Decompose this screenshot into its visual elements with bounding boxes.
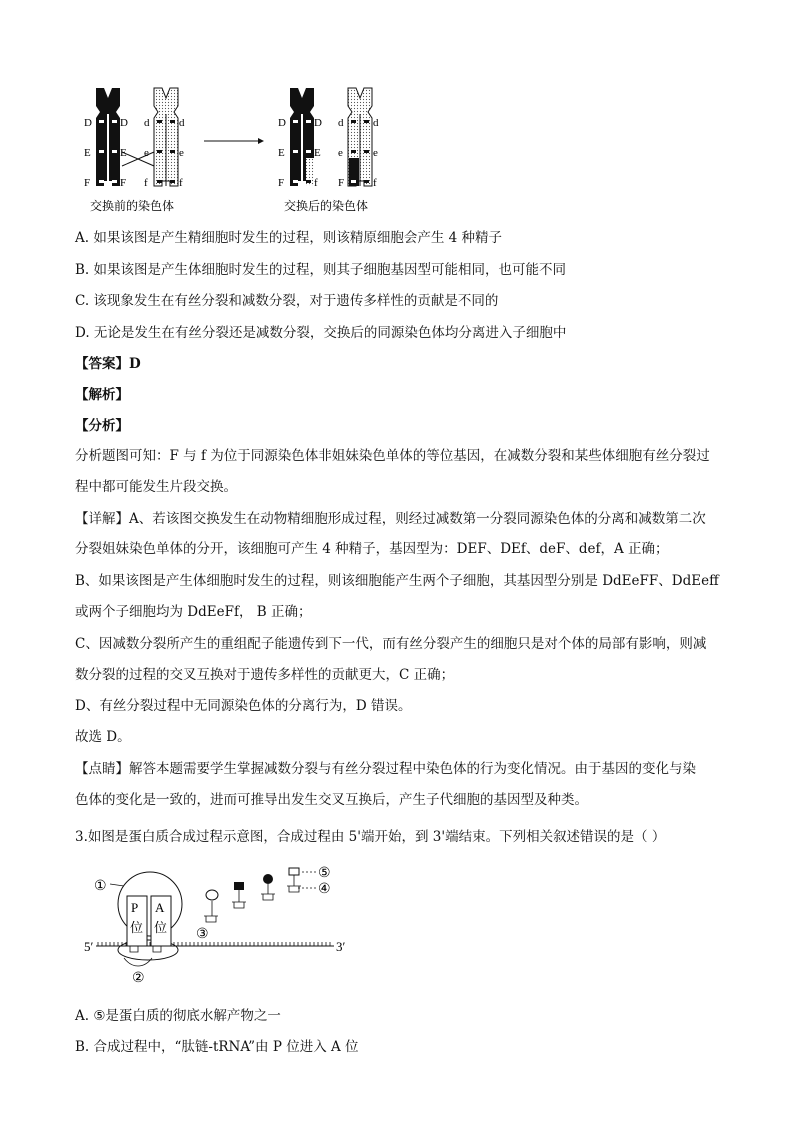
chromosome-before-dotted (154, 88, 178, 186)
end-3prime: 3′ (336, 939, 346, 954)
end-5prime: 5′ (84, 939, 94, 954)
svg-text:e: e (144, 147, 149, 159)
fenxi-heading: 【分析】 (75, 418, 129, 434)
chromosome-exchange-figure (80, 86, 400, 216)
svg-text:位: 位 (130, 920, 144, 935)
chromosome-after-dark (290, 88, 314, 186)
svg-text:A: A (155, 900, 165, 915)
q2-option-b: B. 如果该图是产生体细胞时发生的过程，则其子细胞基因型可能相同，也可能不同 (75, 262, 567, 278)
svg-text:位: 位 (154, 920, 168, 935)
label-3: ③ (196, 927, 209, 942)
label-1: ① (94, 879, 107, 894)
answer: 【答案】D (75, 356, 141, 372)
detail-line: 或两个子细胞均为 DdEeFf， B 正确； (75, 604, 312, 620)
svg-text:d: d (338, 117, 344, 129)
label-5: ⑤ (318, 866, 331, 881)
q2-option-c: C. 该现象发生在有丝分裂和减数分裂，对于遗传多样性的贡献是不同的 (75, 293, 499, 309)
fenxi-line: 分析题图可知：F 与 f 为位于同源染色体非姐妹染色单体的等位基因，在减数分裂和某些体细胞有丝分裂过 (75, 448, 710, 464)
caption-before: 交换前的染色体 (90, 199, 175, 213)
detail-line: D、有丝分裂过程中无同源染色体的分离行为，D 错误。 (75, 698, 412, 714)
q2-option-d: D. 无论是发生在有丝分裂还是减数分裂，交换后的同源染色体均分离进入子细胞中 (75, 325, 567, 341)
detail-line: 数分裂的过程的交叉互换对于遗传多样性的贡献更大，C 正确； (75, 667, 455, 683)
chromosome-after-dotted (348, 88, 372, 186)
detail-line: B、如果该图是产生体细胞时发生的过程，则该细胞能产生两个子细胞，其基因型分别是 DdEeFF、DdEeff (75, 573, 719, 589)
svg-text:e: e (373, 147, 378, 159)
svg-text:e: e (338, 147, 343, 159)
svg-text:P: P (131, 900, 139, 915)
svg-text:F: F (120, 177, 127, 189)
q3-option-a: A. ⑤是蛋白质的彻底水解产物之一 (75, 1008, 281, 1024)
arrow-icon (204, 138, 264, 144)
label-4: ④ (318, 882, 331, 897)
svg-text:d: d (179, 117, 185, 129)
label-2: ② (132, 971, 145, 986)
q3-option-b: B. 合成过程中，“肽链-tRNA”由 P 位进入 A 位 (75, 1039, 359, 1055)
chromosome-before-dark (96, 88, 120, 186)
svg-text:F: F (278, 177, 285, 189)
svg-text:f: f (144, 177, 148, 189)
svg-text:D: D (278, 117, 286, 129)
detail-line: 故选 D。 (75, 729, 131, 745)
svg-text:f: f (314, 177, 318, 189)
svg-text:d: d (373, 117, 379, 129)
svg-text:d: d (144, 117, 150, 129)
question-3-stem: 3.如图是蛋白质合成过程示意图，合成过程由 5'端开始，到 3'端结束。下列相关叙述错误的是（ ） (75, 829, 666, 845)
svg-text:F: F (84, 177, 91, 189)
svg-text:e: e (179, 147, 184, 159)
protein-synthesis-figure (84, 858, 364, 993)
svg-text:E: E (120, 147, 127, 159)
svg-text:D: D (314, 117, 322, 129)
dianjing-line: 色体的变化是一致的，进而可推导出发生交叉互换后，产生子代细胞的基因型及种类。 (75, 792, 588, 808)
svg-text:E: E (314, 147, 321, 159)
svg-text:f: f (179, 177, 183, 189)
svg-text:F: F (338, 177, 345, 189)
analysis-heading: 【解析】 (75, 387, 129, 403)
svg-text:E: E (278, 147, 285, 159)
dianjing-line: 【点睛】解答本题需要学生掌握减数分裂与有丝分裂过程中染色体的行为变化情况。由于基因的变化与染 (75, 761, 696, 777)
fenxi-line: 程中都可能发生片段交换。 (75, 479, 237, 495)
svg-text:f: f (373, 177, 377, 189)
detail-line: 【详解】A、若该图交换发生在动物精细胞形成过程，则经过减数第一分裂同源染色体的分离和减数第二次 (75, 511, 706, 527)
detail-line: C、因减数分裂所产生的重组配子能遗传到下一代，而有丝分裂产生的细胞只是对个体的局部有影响，则减 (75, 636, 707, 652)
caption-after: 交换后的染色体 (284, 199, 369, 213)
q2-option-a: A. 如果该图是产生精细胞时发生的过程，则该精原细胞会产生 4 种精子 (75, 230, 503, 246)
detail-line: 分裂姐妹染色单体的分开，该细胞可产生 4 种精子，基因型为：DEF、DEf、deF、def，A 正确； (75, 541, 669, 557)
svg-text:E: E (84, 147, 91, 159)
label-D: D (84, 117, 92, 129)
svg-text:D: D (120, 117, 128, 129)
